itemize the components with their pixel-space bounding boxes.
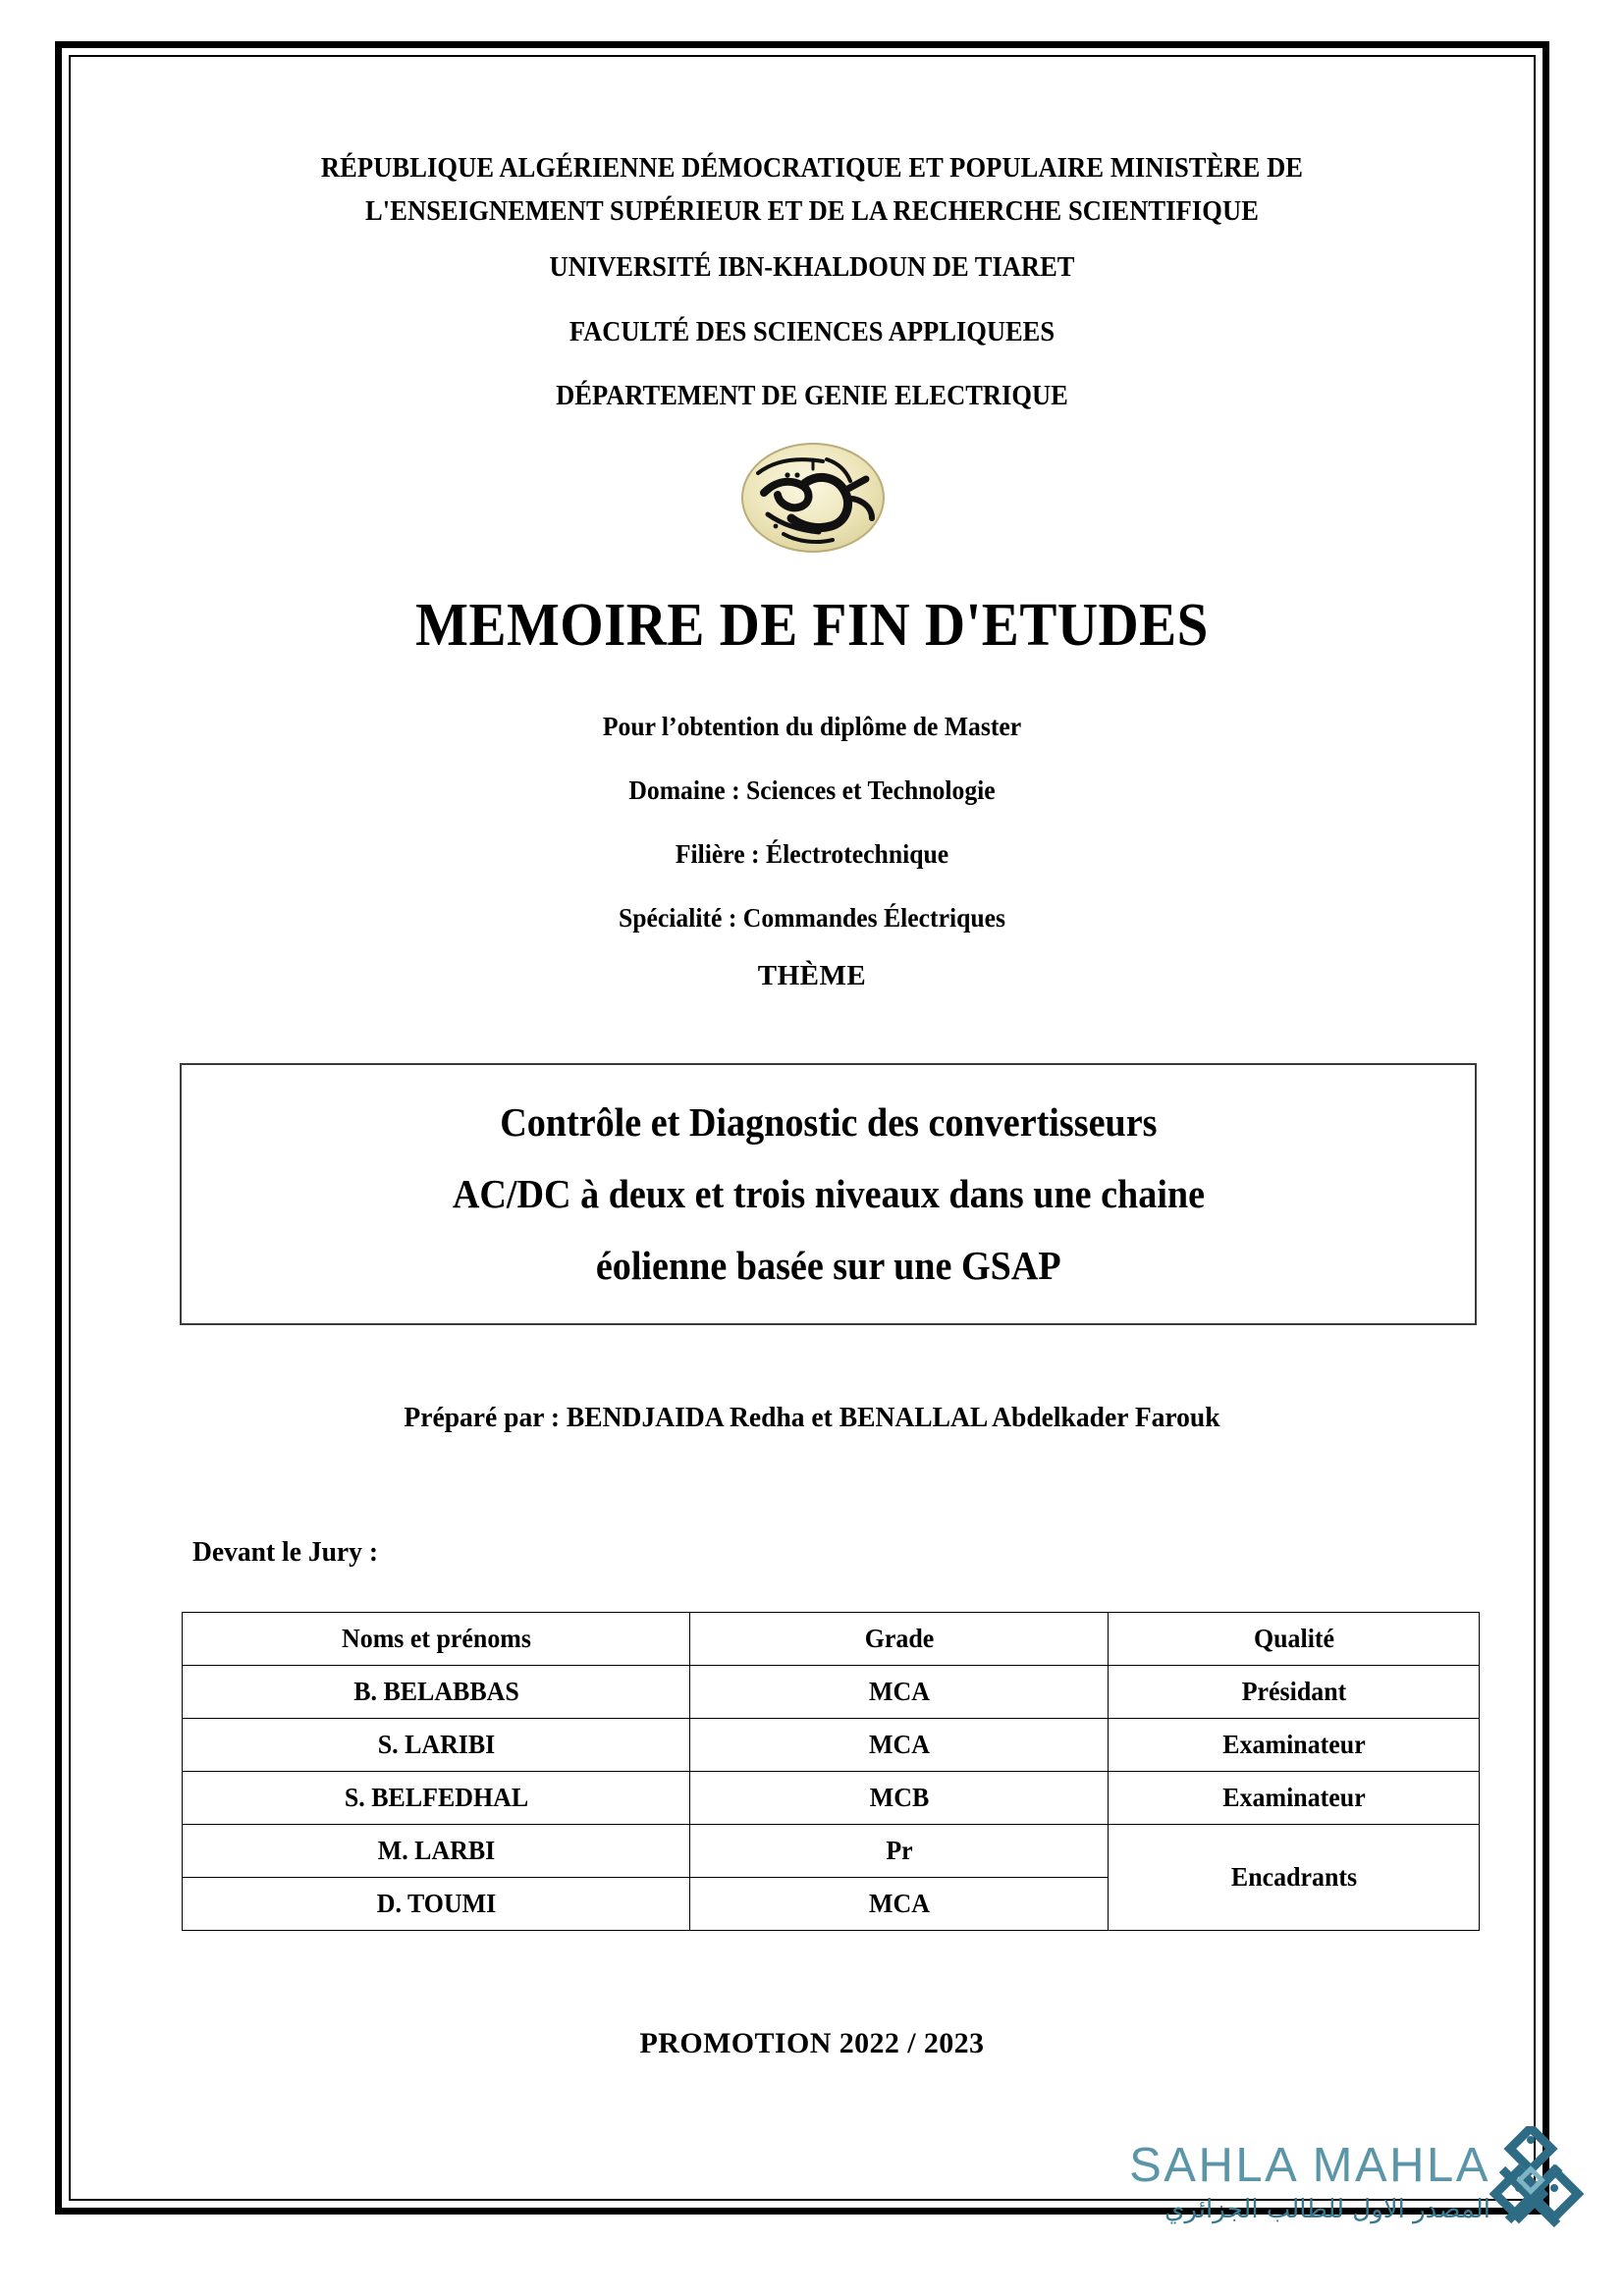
theme-title-line-1: Contrôle et Diagnostic des convertisseurs [499,1099,1158,1145]
page-title: MEMOIRE DE FIN D'ETUDES [415,592,1209,659]
jury-table [182,1612,1480,1931]
jury-grade: Pr [698,1825,1100,1878]
ministry-line-2: L'ENSEIGNEMENT SUPÉRIEUR ET DE LA RECHERCHE SCIENTIFIQUE [364,196,1260,227]
jury-role: Examinateur [1115,1772,1472,1825]
degree-line-diploma: Pour l’obtention du diplôme de Master [602,712,1022,741]
department-name: DÉPARTEMENT DE GENIE ELECTRIQUE [556,381,1068,411]
degree-info [167,695,1457,950]
table-header-row [183,1613,1480,1666]
table-row [183,1825,1480,1878]
watermark-diamond-icon [1483,2126,1593,2242]
jury-grade: MCB [698,1772,1100,1825]
column-header-names: Noms et prénoms [192,1613,679,1666]
jury-role: Présidant [1115,1666,1472,1719]
degree-line-specialite: Spécialité : Commandes Électriques [619,903,1005,933]
watermark-tagline: المصدر الاول للطالب الجزائري [1164,2195,1490,2224]
watermark-logo [1098,2132,1569,2260]
ministry-line-1: RÉPUBLIQUE ALGÉRIENNE DÉMOCRATIQUE ET POPULAIRE MINISTÈRE DE [320,153,1304,184]
jury-role: Examinateur [1115,1719,1472,1772]
theme-box [180,1063,1477,1325]
jury-grade: MCA [698,1666,1100,1719]
jury-grade: MCA [698,1719,1100,1772]
table-row [183,1772,1480,1825]
ministry-header [167,147,1457,234]
degree-line-filiere: Filière : Électrotechnique [675,839,949,869]
jury-name: S. BELFEDHAL [192,1772,679,1825]
theme-title-line-3: éolienne basée sur une GSAP [595,1243,1061,1288]
theme-title-line-2: AC/DC à deux et trois niveaux dans une chaine [452,1171,1205,1216]
theme-label: THÈME [757,960,867,991]
jury-role-encadrants: Encadrants [1115,1825,1472,1931]
jury-label: Devant le Jury : [192,1536,378,1568]
jury-name: M. LARBI [192,1825,679,1878]
university-emblem-icon [729,440,897,556]
table-row [183,1666,1480,1719]
degree-line-domain: Domaine : Sciences et Technologie [628,775,996,805]
faculty-name: FACULTÉ DES SCIENCES APPLIQUEES [568,317,1056,347]
jury-name: B. BELABBAS [192,1666,679,1719]
column-header-grade: Grade [698,1613,1100,1666]
prepared-by: Préparé par : BENDJAIDA Redha et BENALLAL Abdelkader Farouk [404,1402,1220,1433]
jury-name: S. LARIBI [192,1719,679,1772]
promotion-year: PROMOTION 2022 / 2023 [639,2027,985,2059]
watermark-brand: SAHLA MAHLA [1129,2139,1490,2192]
university-name: UNIVERSITÉ IBN-KHALDOUN DE TIARET [549,252,1075,283]
jury-name: D. TOUMI [192,1878,679,1931]
jury-grade: MCA [698,1878,1100,1931]
column-header-quality: Qualité [1115,1613,1472,1666]
table-row [183,1719,1480,1772]
